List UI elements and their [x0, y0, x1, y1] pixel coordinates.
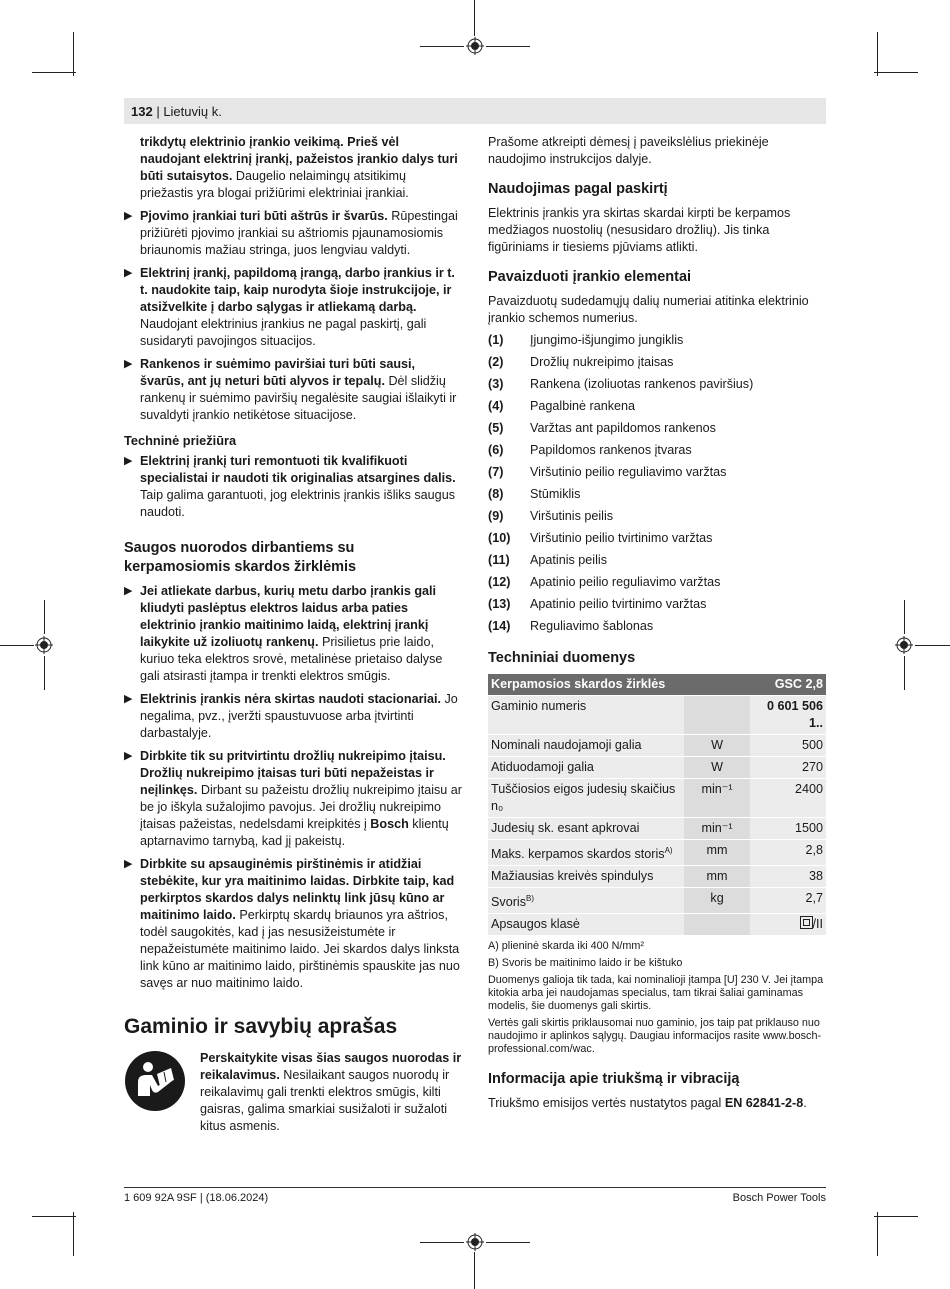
bullet-bold-text: trikdytų elektrinio įrankio veikimą. Prieš vėl naudojant elektrinį įrankį, pažeistos įrankio dalys turi būti sutaisytos.	[140, 135, 458, 183]
table-row	[488, 888, 826, 914]
note-item: Duomenys galioja tik tada, kai nominalioji įtampa [U] 230 V. Jei įtampa kitokia arba jei naudojamas specialus, tam tikrai šaliai gaminamas modelis, šie duomenys gali skirtis.	[488, 974, 824, 1013]
noise-sentence: Triukšmo emisijos vertės nustatytos pagal	[488, 1096, 725, 1111]
row-label: Apsaugos klasė	[491, 917, 580, 932]
table-cell-unit	[684, 696, 750, 735]
table-cell-value	[750, 757, 826, 779]
list-item	[488, 505, 826, 527]
bullet-text: Naudojant elektrinius įrankius ne pagal paskirtį, gali susidaryti pavojingos situacijos.	[140, 317, 427, 348]
list-item	[488, 329, 826, 351]
row-label: Atiduodamoji galia	[491, 760, 594, 774]
table-row	[488, 866, 826, 888]
table-cell-value	[750, 840, 826, 866]
table-cell-label	[488, 696, 684, 735]
crop-mark	[420, 46, 464, 47]
item-number: (11)	[488, 553, 510, 567]
table-cell-unit: kg	[684, 888, 750, 914]
note-item: A) plieninė skarda iki 400 N/mm²	[488, 940, 645, 953]
table-cell-unit: min⁻¹	[684, 818, 750, 840]
warning-box	[124, 1050, 462, 1135]
row-label: Nominali naudojamoji galia	[491, 738, 642, 752]
table-cell-label	[488, 818, 684, 840]
crop-mark	[877, 1212, 878, 1256]
footer-doc-number: 1 609 92A 9SF | (18.06.2024)	[124, 1192, 269, 1204]
bullet-item	[124, 356, 462, 424]
bullet-item	[124, 748, 462, 850]
table-cell-label	[488, 888, 684, 914]
item-number: (9)	[488, 509, 504, 523]
page-language: Lietuvių k.	[163, 104, 222, 119]
bullet-text: Rūpestingai prižiūrėti pjovimo įrankiai su aštriomis pjaunamosiomis briaunomis mažiau stringa, juos lengviau valdyti.	[140, 209, 458, 257]
row-value: 270	[801, 760, 823, 774]
read-manual-icon	[124, 1050, 186, 1112]
row-value: 2,7	[805, 891, 823, 906]
item-label: Apatinio peilio tvirtinimo varžtas	[530, 597, 707, 611]
registration-mark-icon	[35, 636, 53, 654]
row-value: 2400	[794, 782, 823, 796]
tech-heading: Techniniai duomenys	[488, 650, 636, 666]
list-item	[488, 549, 826, 571]
bullet-item	[124, 453, 462, 521]
table-row	[488, 779, 826, 818]
table-cell-value	[750, 866, 826, 888]
table-cell-label	[488, 757, 684, 779]
crop-mark	[0, 645, 34, 646]
table-cell-unit: W	[684, 757, 750, 779]
noise-standard: EN 62841-2-8	[724, 1096, 804, 1111]
bullet-bold-text: Dirbkite tik su pritvirtintu drožlių nukreipimo įtaisu. Drožlių nukreipimo įtaisas turi būti nepažeistas ir neįlinkęs.	[140, 749, 446, 797]
crop-mark	[474, 0, 475, 36]
bullet-bold-text: Pjovimo įrankiai turi būti aštrūs ir švarūs.	[140, 209, 388, 223]
item-label: Viršutinio peilio reguliavimo varžtas	[530, 465, 727, 479]
note-item: B) Svoris be maitinimo laido ir be kištuko	[488, 957, 683, 970]
bullet-item	[124, 265, 462, 350]
table-header-model: GSC 2,8	[750, 674, 826, 696]
warning-bold-text: Perskaitykite visas šias saugos nuorodas ir reikalavimus.	[200, 1051, 462, 1082]
left-column	[124, 134, 462, 1135]
item-label: Apatinio peilio reguliavimo varžtas	[530, 575, 721, 589]
table-cell-label	[488, 779, 684, 818]
item-number: (6)	[488, 443, 504, 457]
table-row	[488, 840, 826, 866]
safety-heading: Saugos nuorodos dirbantiems su kerpamosiomis skardos žirklėmis	[124, 540, 357, 575]
table-cell-value	[750, 818, 826, 840]
item-label: Įjungimo-išjungimo jungiklis	[530, 333, 684, 347]
bullet-bold-text: Dirbkite su apsauginėmis pirštinėmis ir atidžiai stebėkite, kur yra maitinimo laidas. Dirbkite taip, kad perkirptos skardos dalys nelinktų link jūsų kūno ar maitinimo laido.	[140, 857, 455, 922]
list-item	[488, 461, 826, 483]
page-header: 132 | Lietuvių k.	[131, 104, 222, 119]
row-label: Gaminio numeris	[491, 699, 587, 713]
page-number: 132	[131, 104, 153, 119]
item-number: (14)	[488, 619, 511, 633]
footer-divider	[124, 1187, 826, 1188]
item-number: (8)	[488, 487, 504, 501]
table-cell-unit: min⁻¹	[684, 779, 750, 818]
row-label: Mažiausias kreivės spindulys	[491, 869, 654, 884]
item-number: (13)	[488, 597, 511, 611]
item-label: Papildomos rankenos įtvaras	[530, 443, 692, 457]
row-footnote-ref: B)	[526, 894, 534, 904]
list-item	[488, 395, 826, 417]
item-number: (1)	[488, 333, 504, 347]
crop-mark	[904, 600, 905, 634]
list-item	[488, 373, 826, 395]
warning-text	[200, 1050, 462, 1135]
crop-mark	[486, 1242, 530, 1243]
bullet-arrow-icon: ▶	[124, 358, 133, 370]
elements-list	[488, 329, 826, 637]
table-header-row	[488, 674, 826, 696]
list-item	[488, 351, 826, 373]
item-number: (12)	[488, 575, 511, 589]
bullet-text: Perkirptų skardų briaunos yra aštrios, todėl saugokitės, kad į jas nesusižeistumėte ir nepažeistumėte maitinimo laido. Jei skardos dalys linksta link kūno ar maitinimo laido, pirštinėmis spauskite jas nuo savęs ar nuo maitinimo laido.	[140, 908, 460, 990]
table-cell-unit: W	[684, 735, 750, 757]
item-number: (2)	[488, 355, 504, 369]
table-row	[488, 914, 826, 936]
bullet-item	[124, 583, 462, 685]
crop-mark	[877, 32, 878, 76]
bullet-text: Jo negalima, pvz., įveržti spaustuvuose arba įtvirtinti darbastalyje.	[140, 692, 458, 740]
row-value: 1500	[794, 821, 823, 835]
row-value: 500	[801, 738, 823, 752]
bullet-text: Dėl slidžių rankenų ir suėmimo paviršių negalėsite saugiai išlaikyti ir suvaldyti įrankio netikėtose situacijose.	[140, 374, 457, 422]
row-label: Svoris	[491, 895, 526, 910]
bullet-text: Taip galima garantuoti, jog elektrinis įrankis išliks saugus naudoti.	[140, 488, 455, 519]
bullet-bold-text: Rankenos ir suėmimo paviršiai turi būti sausi, švarūs, ant jų neturi būti alyvos ir tepalų.	[140, 357, 416, 388]
registration-mark-icon	[895, 636, 913, 654]
item-number: (10)	[488, 531, 511, 545]
list-item	[488, 593, 826, 615]
bullet-continued	[124, 134, 462, 202]
bullet-item	[124, 856, 462, 992]
crop-mark	[486, 46, 530, 47]
tech-data-table	[488, 674, 826, 936]
table-row	[488, 757, 826, 779]
bullet-arrow-icon: ▶	[124, 693, 133, 705]
row-value: 38	[808, 869, 823, 884]
page-header-bar	[124, 98, 826, 124]
table-cell-value	[750, 779, 826, 818]
crop-mark	[73, 32, 74, 76]
brand-name: Bosch	[370, 817, 409, 831]
bullet-bold-text: Jei atliekate darbus, kurių metu darbo įrankis gali kliudyti paslėptus elektros laidus arba paties elektrinio įrankio maitinimo laidą, elektrinį įrankį laikykite už izoliuotų rankenų.	[140, 584, 437, 649]
item-number: (7)	[488, 465, 504, 479]
item-label: Rankena (izoliuotas rankenos paviršius)	[530, 377, 754, 391]
bullet-text: Prisilietus prie laido, kuriuo teka elektros srovė, metalinėse prietaiso dalyse gali atsirasti įtampa ir trenkti elektros smūgis.	[140, 635, 443, 683]
bullet-arrow-icon: ▶	[124, 750, 133, 762]
table-cell-label	[488, 840, 684, 866]
crop-mark	[73, 1212, 74, 1256]
product-heading: Gaminio ir savybių aprašas	[124, 1015, 398, 1038]
elements-heading: Pavaizduoti įrankio elementai	[488, 269, 692, 285]
protection-class-icon	[800, 916, 813, 929]
table-header-label: Kerpamosios skardos žirklės	[488, 674, 750, 696]
elements-intro: Pavaizduotų sudedamųjų dalių numeriai atitinka elektrinio įrankio schemos numerius.	[488, 294, 809, 325]
note-item: Vertės gali skirtis priklausomai nuo gaminio, jos taip pat priklauso nuo naudojimo ir aplinkos sąlygų. Daugiau informacijos rasite www.bosch-professional.com/wac.	[488, 1017, 822, 1056]
service-heading: Techninė priežiūra	[124, 433, 237, 448]
noise-text	[488, 1095, 826, 1112]
table-cell-label	[488, 914, 684, 936]
list-item	[488, 571, 826, 593]
table-row	[488, 696, 826, 735]
crop-mark	[32, 1216, 76, 1217]
noise-end: .	[803, 1096, 807, 1111]
row-label: Tuščiosios eigos judesių skaičius n₀	[491, 782, 676, 813]
bullet-bold-text: Elektrinį įrankį, papildomą įrangą, darbo įrankius ir t. t. naudokite taip, kaip nurodyta šioje instrukcijoje, ir atsižvelkite į darbo sąlygas ir atliekamą darbą.	[140, 266, 455, 314]
item-label: Pagalbinė rankena	[530, 399, 636, 413]
row-label: Judesių sk. esant apkrovai	[491, 821, 640, 835]
bullet-item	[124, 208, 462, 259]
item-number: (3)	[488, 377, 504, 391]
item-label: Reguliavimo šablonas	[530, 619, 654, 633]
list-item	[488, 483, 826, 505]
table-cell-value	[750, 735, 826, 757]
row-label: Maks. kerpamos skardos storis	[491, 847, 665, 862]
warning-normal-text: Nesilaikant saugos nuorodų ir reikalavimų gali trenkti elektros smūgis, kilti gaisras, galima smarkiai susižaloti ir sužaloti kitus asmenis.	[200, 1068, 450, 1133]
table-cell-unit	[684, 914, 750, 936]
item-label: Apatinis peilis	[530, 553, 608, 567]
table-cell-value	[750, 914, 826, 936]
list-item	[488, 417, 826, 439]
item-label: Drožlių nukreipimo įtaisas	[530, 355, 674, 369]
bullet-arrow-icon: ▶	[124, 455, 133, 467]
bullet-arrow-icon: ▶	[124, 210, 133, 222]
row-value: /II	[812, 917, 823, 932]
crop-mark	[874, 72, 918, 73]
registration-mark-icon	[466, 37, 484, 55]
bullet-text: klientų aptarnavimo tarnybą, kad jį pakeistų.	[140, 817, 449, 848]
list-item	[488, 527, 826, 549]
table-row	[488, 818, 826, 840]
list-item	[488, 439, 826, 461]
crop-mark	[874, 1216, 918, 1217]
table-cell-value	[750, 888, 826, 914]
table-cell-value	[750, 696, 826, 735]
intro-text: Prašome atkreipti dėmesį į paveikslėlius priekinėje naudojimo instrukcijos dalyje.	[488, 135, 769, 166]
item-number: (5)	[488, 421, 504, 435]
footer-brand: Bosch Power Tools	[732, 1192, 826, 1204]
bullet-arrow-icon: ▶	[124, 267, 133, 279]
row-footnote-ref: A)	[664, 846, 673, 855]
crop-mark	[44, 600, 45, 634]
crop-mark	[904, 656, 905, 690]
item-label: Varžtas ant papildomos rankenos	[530, 421, 716, 435]
table-cell-label	[488, 735, 684, 757]
table-row	[488, 735, 826, 757]
crop-mark	[44, 656, 45, 690]
row-value: 0 601 506 1..	[766, 699, 823, 730]
purpose-heading: Naudojimas pagal paskirtį	[488, 181, 668, 197]
bullet-bold-text: Elektrinį įrankį turi remontuoti tik kvalifikuoti specialistai ir naudoti tik originalias atsargines dalis.	[140, 454, 456, 485]
item-label: Viršutinio peilio tvirtinimo varžtas	[530, 531, 713, 545]
list-item	[488, 615, 826, 637]
bullet-text: Dirbant su pažeistu drožlių nukreipimo įtaisu ar be jo iškyla sužalojimo pavojus. Jei drožlių nukreipimo įtaisas pažeistas, nedelsdami kreipkitės į	[140, 783, 462, 831]
crop-mark	[32, 72, 76, 73]
bullet-bold-text: Elektrinis įrankis nėra skirtas naudoti stacionariai.	[140, 692, 441, 706]
crop-mark	[915, 645, 950, 646]
table-cell-label	[488, 866, 684, 888]
item-label: Viršutinis peilis	[530, 509, 614, 523]
bullet-text: Daugelio nelaimingų atsitikimų priežastis yra blogai prižiūrimi elektriniai įrankiai.	[140, 169, 409, 200]
registration-mark-icon	[466, 1233, 484, 1251]
bullet-item	[124, 691, 462, 742]
noise-heading: Informacija apie triukšmą ir vibraciją	[488, 1071, 740, 1088]
bullet-arrow-icon: ▶	[124, 585, 133, 597]
right-column	[488, 134, 826, 1120]
table-cell-unit: mm	[684, 840, 750, 866]
table-cell-unit: mm	[684, 866, 750, 888]
table-notes	[488, 940, 826, 1056]
item-number: (4)	[488, 399, 504, 413]
row-value: 2,8	[805, 843, 823, 857]
purpose-text: Elektrinis įrankis yra skirtas skardai kirpti be kerpamos medžiagos nuostolių (nesusidaro drožlių). Jis tinka figūriniams ir tiesiems pjūviams atlikti.	[488, 206, 791, 254]
crop-mark	[420, 1242, 464, 1243]
item-label: Stūmiklis	[530, 487, 581, 501]
bullet-arrow-icon: ▶	[124, 858, 133, 870]
crop-mark	[474, 1252, 475, 1289]
